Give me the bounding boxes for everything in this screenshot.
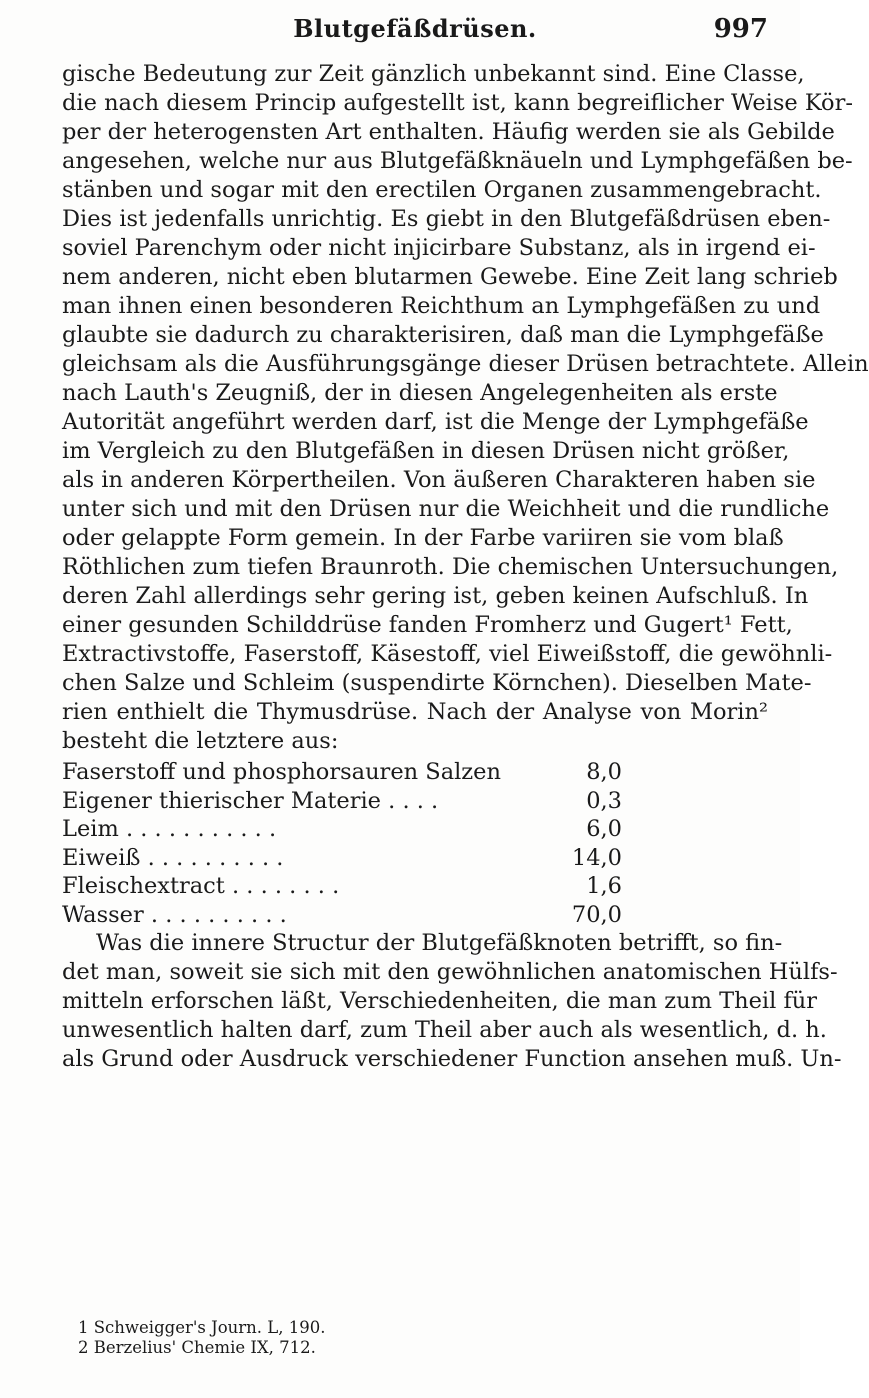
component-label: Eiweiß . . . . . . . . . . [62,844,284,871]
table-row [62,901,622,930]
page-body [62,60,869,1074]
text-line: angesehen, welche nur aus Blutgefäßknäueln und Lymphgefäßen be- [62,148,853,174]
text-line: Röthlichen zum tiefen Braunroth. Die chemischen Untersuchungen, [62,554,839,580]
table-row [62,844,622,873]
footnote [78,1318,678,1338]
text-line: unter sich und mit den Drüsen nur die Weichheit und die rundliche [62,496,830,522]
table-row [62,758,622,787]
component-value: 1,6 [586,873,622,899]
footnote [78,1338,678,1358]
text-line: nem anderen, nicht eben blutarmen Gewebe. Eine Zeit lang schrieb [62,264,838,290]
text-line: rien enthielt die Thymusdrüse. Nach der Analyse von Morin² [62,699,768,725]
text-line: deren Zahl allerdings sehr gering ist, geben keinen Aufschluß. In [62,583,809,609]
text-line: per der heterogensten Art enthalten. Häufig werden sie als Gebilde [62,119,835,145]
component-label: Leim . . . . . . . . . . . [62,816,277,842]
component-label: Eigener thierischer Materie . . . . [62,787,439,814]
text-line: Extractivstoffe, Faserstoff, Käsestoff, viel Eiweißstoff, die gewöhnli- [62,641,833,667]
text-line: gische Bedeutung zur Zeit gänzlich unbekannt sind. Eine Classe, [62,61,805,87]
analysis-table [62,758,622,929]
footnotes [78,1318,678,1358]
text-line: det man, soweit sie sich mit den gewöhnlichen anatomischen Hülfs- [62,959,838,985]
component-value: 0,3 [586,787,622,814]
table-row [62,872,622,901]
component-value: 14,0 [571,844,622,871]
table-row [62,787,622,816]
text-line: man ihnen einen besonderen Reichthum an Lymphgefäßen zu und [62,293,821,319]
footnote-mark: 2 [78,1338,89,1357]
text-line: als Grund oder Ausdruck verschiedener Function ansehen muß. Un- [62,1046,842,1072]
text-line: Autorität angeführt werden darf, ist die Menge der Lymphgefäße [62,409,809,435]
component-value: 70,0 [571,901,622,928]
text-line: glaubte sie dadurch zu charakterisiren, daß man die Lymphgefäße [62,322,824,348]
text-line: Was die innere Structur der Blutgefäßknoten betrifft, so fin- [96,930,783,956]
text-line: Dies ist jedenfalls unrichtig. Es giebt in den Blutgefäßdrüsen eben- [62,206,831,232]
text-line: einer gesunden Schilddrüse fanden Fromherz und Gugert¹ Fett, [62,612,793,638]
text-line: nach Lauth's Zeugniß, der in diesen Angelegenheiten als erste [62,380,778,406]
component-label: Fleischextract . . . . . . . . [62,873,340,899]
text-line: besteht die letztere aus: [62,728,339,754]
footnote-mark: 1 [78,1318,89,1337]
running-head [62,14,768,54]
text-line: im Vergleich zu den Blutgefäßen in diesen Drüsen nicht größer, [62,438,790,464]
table-row [62,815,622,844]
page-number: 997 [713,14,768,44]
component-label: Faserstoff und phosphorsauren Salzen [62,759,501,785]
running-title: Blutgefäßdrüsen. [293,14,537,43]
text-line: als in anderen Körpertheilen. Von äußeren Charakteren haben sie [62,467,816,493]
text-line: stänben und sogar mit den erectilen Organen zusammengebracht. [62,177,822,203]
footnote-text: Berzelius' Chemie IX, 712. [93,1338,316,1357]
text-line: die nach diesem Princip aufgestellt ist, kann begreiflicher Weise Kör- [62,90,853,116]
component-value: 6,0 [586,816,622,842]
component-value: 8,0 [586,759,622,785]
text-line: unwesentlich halten darf, zum Theil aber auch als wesentlich, d. h. [62,1017,827,1043]
text-line: soviel Parenchym oder nicht injicirbare Substanz, als in irgend ei- [62,235,816,261]
component-label: Wasser . . . . . . . . . . [62,901,287,928]
paragraph-2 [62,929,842,1074]
paragraph-1 [62,60,869,756]
text-line: gleichsam als die Ausführungsgänge dieser Drüsen betrachtete. Allein [62,351,869,377]
text-line: oder gelappte Form gemein. In der Farbe variiren sie vom blaß [62,525,784,551]
footnote-text: Schweigger's Journ. L, 190. [93,1318,326,1337]
text-line: mitteln erforschen läßt, Verschiedenheiten, die man zum Theil für [62,988,818,1014]
text-line: chen Salze und Schleim (suspendirte Körnchen). Dieselben Mate- [62,670,812,696]
